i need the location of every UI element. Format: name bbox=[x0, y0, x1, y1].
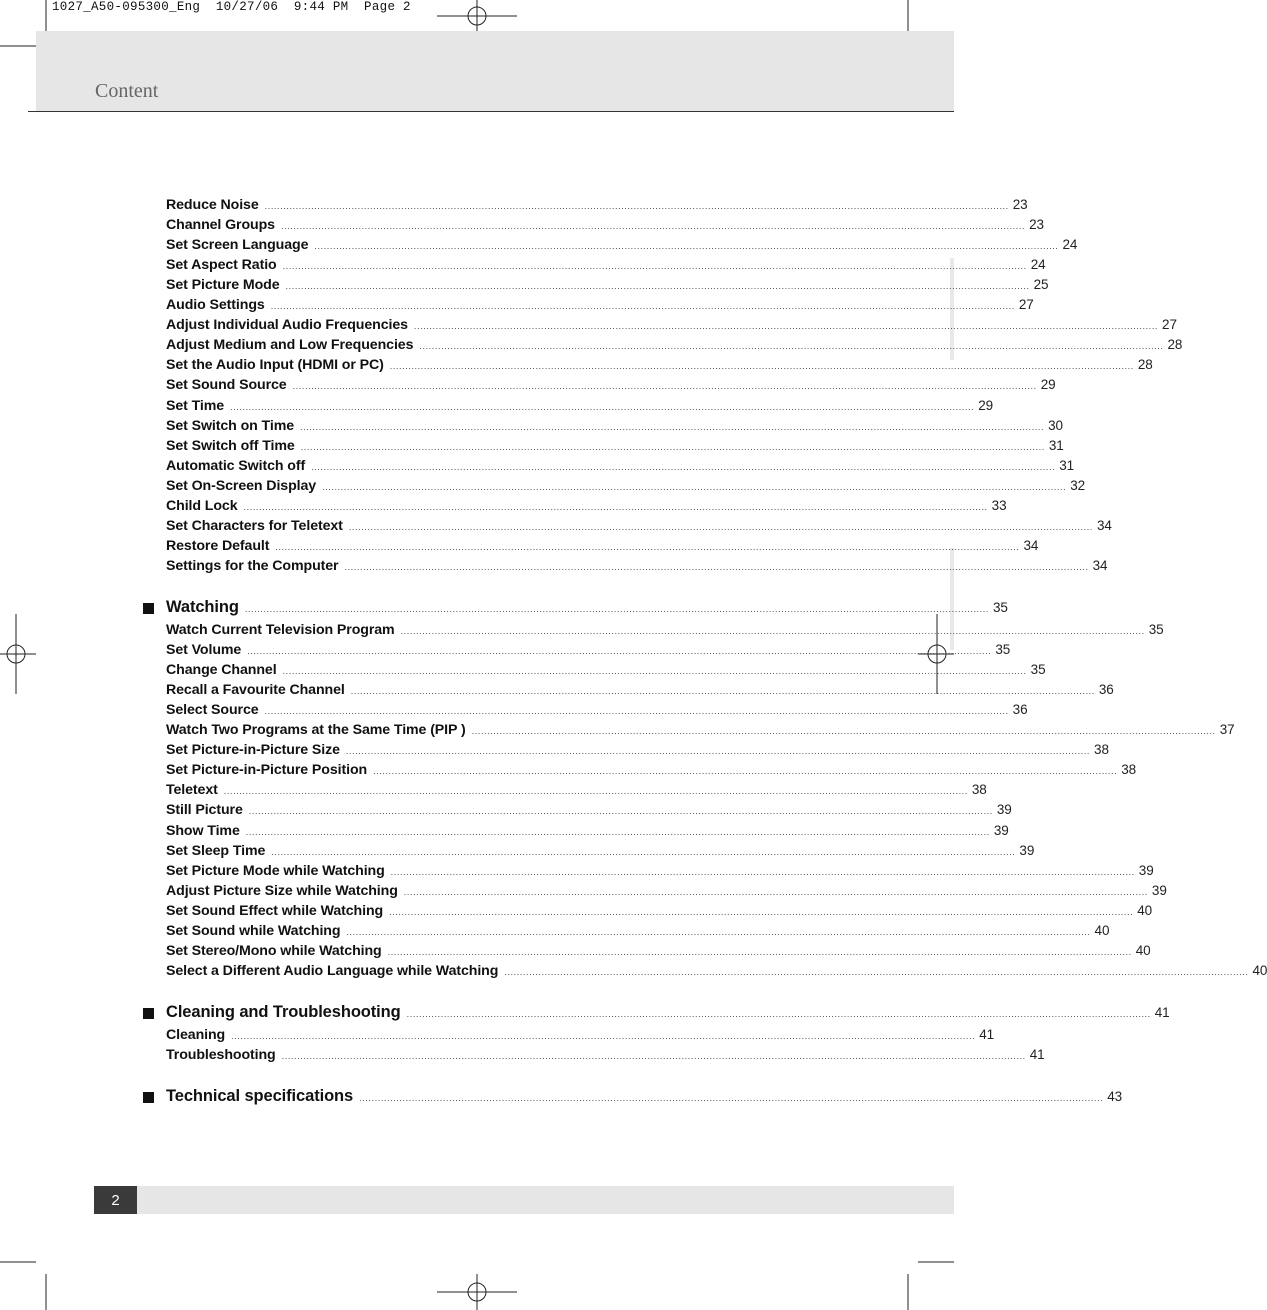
toc-entry[interactable] bbox=[166, 742, 1109, 762]
toc-page-number: 39 bbox=[1138, 862, 1154, 878]
toc-page-number: 29 bbox=[978, 397, 994, 413]
toc-entry[interactable] bbox=[166, 377, 1056, 397]
toc-entry[interactable] bbox=[166, 1047, 1045, 1067]
dot-leader: ................................................................................................................................................................................................................................................ bbox=[280, 221, 1026, 232]
toc-page-number: 34 bbox=[1023, 537, 1039, 553]
toc-section[interactable] bbox=[166, 1087, 1123, 1107]
toc-entry[interactable] bbox=[166, 197, 1028, 217]
toc-page-number: 35 bbox=[1148, 622, 1164, 637]
toc-entry[interactable] bbox=[166, 722, 1235, 742]
toc-entry-title: Set the Audio Input (HDMI or PC) bbox=[166, 357, 384, 374]
toc-page-number: 23 bbox=[1029, 217, 1044, 233]
toc-page-number: 35 bbox=[995, 642, 1011, 658]
toc-entry-title: Adjust Individual Audio Frequencies bbox=[166, 317, 408, 334]
toc-entry-title: Adjust Picture Size while Watching bbox=[166, 882, 398, 899]
toc-entry[interactable] bbox=[166, 942, 1151, 963]
toc-entry-title: Still Picture bbox=[166, 802, 243, 819]
dot-leader: ................................................................................................................................................................................................................................................ bbox=[359, 1093, 1104, 1104]
toc-page-number: 33 bbox=[991, 497, 1007, 513]
dot-leader: ................................................................................................................................................................................................................................................ bbox=[344, 561, 1089, 572]
toc-page-number: 34 bbox=[1092, 557, 1108, 573]
registration-mark-left bbox=[0, 614, 36, 694]
toc-entry-title: Set Sleep Time bbox=[166, 842, 266, 859]
toc-entry[interactable] bbox=[166, 902, 1153, 923]
dot-leader: ................................................................................................................................................................................................................................................ bbox=[231, 1030, 976, 1041]
toc-entry[interactable] bbox=[166, 682, 1114, 702]
dot-leader: ................................................................................................................................................................................................................................................ bbox=[348, 521, 1093, 532]
toc-entry[interactable] bbox=[166, 922, 1110, 943]
dot-leader: ................................................................................................................................................................................................................................................ bbox=[373, 766, 1118, 777]
registration-mark-bottom bbox=[437, 1274, 517, 1310]
toc-entry[interactable] bbox=[166, 702, 1028, 722]
toc-entry[interactable] bbox=[166, 397, 994, 418]
toc-page-number: 30 bbox=[1048, 417, 1063, 433]
dot-leader: ................................................................................................................................................................................................................................................ bbox=[247, 646, 992, 657]
toc-page-number: 37 bbox=[1219, 722, 1235, 738]
toc-entry[interactable] bbox=[166, 842, 1035, 863]
toc-entry[interactable] bbox=[166, 517, 1112, 538]
toc-entry[interactable] bbox=[166, 882, 1167, 903]
toc-entry-title: Automatic Switch off bbox=[166, 457, 306, 474]
toc-entry[interactable] bbox=[166, 862, 1154, 883]
dot-leader: ................................................................................................................................................................................................................................................ bbox=[345, 746, 1091, 757]
toc-page-number: 39 bbox=[1151, 882, 1167, 898]
toc-page-number: 41 bbox=[1154, 1004, 1170, 1020]
toc-entry[interactable] bbox=[166, 257, 1046, 277]
toc-entry[interactable] bbox=[166, 277, 1049, 297]
dot-leader: ................................................................................................................................................................................................................................................ bbox=[419, 341, 1164, 352]
toc-page-number: 35 bbox=[1030, 662, 1046, 678]
toc-page-number: 32 bbox=[1070, 477, 1086, 493]
toc-entry-title: Teletext bbox=[166, 782, 218, 799]
toc-entry-title: Set Stereo/Mono while Watching bbox=[166, 942, 382, 959]
toc-entry[interactable] bbox=[166, 297, 1034, 317]
toc-page-number: 34 bbox=[1096, 517, 1112, 533]
toc-entry-title: Set Aspect Ratio bbox=[166, 257, 277, 274]
dot-leader: ................................................................................................................................................................................................................................................ bbox=[390, 866, 1135, 877]
toc-entry[interactable] bbox=[166, 1026, 995, 1047]
toc-entry[interactable] bbox=[166, 782, 987, 802]
header-band bbox=[36, 31, 954, 111]
toc-page-number: 38 bbox=[1094, 742, 1109, 758]
toc-entry[interactable] bbox=[166, 497, 1007, 518]
toc-page-number: 23 bbox=[1012, 197, 1028, 212]
dot-leader: ................................................................................................................................................................................................................................................ bbox=[270, 301, 1015, 312]
toc-entry-title: Set Picture Mode while Watching bbox=[166, 862, 385, 879]
dot-leader: ................................................................................................................................................................................................................................................ bbox=[244, 603, 989, 614]
dot-leader: ................................................................................................................................................................................................................................................ bbox=[245, 826, 990, 837]
toc-entry[interactable] bbox=[166, 337, 1183, 357]
toc-page-number: 43 bbox=[1107, 1089, 1123, 1105]
dot-leader: ................................................................................................................................................................................................................................................ bbox=[300, 441, 1045, 452]
dot-leader: ................................................................................................................................................................................................................................................ bbox=[314, 241, 1059, 252]
toc-entry[interactable] bbox=[166, 317, 1177, 337]
toc-entry-title: Recall a Favourite Channel bbox=[166, 682, 345, 699]
toc-entry[interactable] bbox=[166, 662, 1046, 682]
toc-entry[interactable] bbox=[166, 622, 1164, 642]
toc-entry-title: Watch Two Programs at the Same Time (PIP ) bbox=[166, 722, 466, 739]
toc-page-number: 41 bbox=[1029, 1047, 1045, 1062]
toc-page-number: 39 bbox=[996, 802, 1012, 818]
footer-band bbox=[94, 1186, 954, 1214]
toc-entry[interactable] bbox=[166, 762, 1137, 782]
toc-page-number: 36 bbox=[1098, 682, 1114, 698]
dot-leader: ................................................................................................................................................................................................................................................ bbox=[292, 381, 1037, 392]
toc-entry-title: Set Sound Effect while Watching bbox=[166, 902, 384, 919]
toc-entry[interactable] bbox=[166, 822, 1009, 843]
toc-page-number: 27 bbox=[1162, 317, 1177, 333]
print-slug: 1027_A50-095300_Eng 10/27/06 9:44 PM Page 2 bbox=[52, 0, 411, 14]
section-bullet-icon bbox=[143, 603, 154, 614]
toc-page-number: 40 bbox=[1094, 922, 1110, 938]
toc-entry[interactable] bbox=[166, 962, 1267, 983]
dot-leader: ................................................................................................................................................................................................................................................ bbox=[264, 201, 1009, 211]
page-title: Content bbox=[95, 80, 159, 102]
dot-leader: ................................................................................................................................................................................................................................................ bbox=[400, 626, 1145, 636]
toc-entry[interactable] bbox=[166, 237, 1078, 257]
dot-leader: ................................................................................................................................................................................................................................................ bbox=[285, 281, 1030, 292]
dot-leader: ................................................................................................................................................................................................................................................ bbox=[223, 786, 968, 797]
toc-page-number: 38 bbox=[971, 782, 987, 798]
dot-leader: ................................................................................................................................................................................................................................................ bbox=[281, 1051, 1026, 1061]
dot-leader: ................................................................................................................................................................................................................................................ bbox=[413, 321, 1159, 332]
toc-page-number: 35 bbox=[992, 599, 1008, 615]
toc-entry[interactable] bbox=[166, 537, 1039, 558]
dot-leader: ................................................................................................................................................................................................................................................ bbox=[264, 706, 1009, 717]
dot-leader: ................................................................................................................................................................................................................................................ bbox=[248, 806, 993, 817]
toc-entry[interactable] bbox=[166, 557, 1108, 578]
toc-entry-title: Set On-Screen Display bbox=[166, 477, 317, 494]
dot-leader: ................................................................................................................................................................................................................................................ bbox=[389, 361, 1134, 372]
toc-entry-title: Channel Groups bbox=[166, 217, 275, 234]
dot-leader: ................................................................................................................................................................................................................................................ bbox=[243, 501, 988, 512]
toc-page-number: 27 bbox=[1018, 297, 1034, 313]
toc-entry-title: Settings for the Computer bbox=[166, 557, 339, 574]
dot-leader: ................................................................................................................................................................................................................................................ bbox=[350, 686, 1095, 697]
toc-page-number: 28 bbox=[1167, 337, 1183, 353]
toc-section-title: Watching bbox=[166, 597, 239, 616]
toc-page-number: 40 bbox=[1252, 962, 1267, 978]
toc-entry[interactable] bbox=[166, 802, 1012, 822]
section-bullet-icon bbox=[143, 1008, 154, 1019]
dot-leader: ................................................................................................................................................................................................................................................ bbox=[387, 946, 1132, 957]
dot-leader: ................................................................................................................................................................................................................................................ bbox=[406, 1008, 1151, 1019]
toc-section[interactable] bbox=[166, 1002, 1170, 1023]
dot-leader: ................................................................................................................................................................................................................................................ bbox=[275, 541, 1020, 552]
dot-leader: ................................................................................................................................................................................................................................................ bbox=[389, 906, 1134, 917]
toc-entry-title: Restore Default bbox=[166, 537, 270, 554]
header-rule bbox=[28, 111, 954, 112]
page-number: 2 bbox=[94, 1186, 137, 1214]
toc-page-number: 25 bbox=[1033, 277, 1049, 293]
toc-entry-title: Set Picture Mode bbox=[166, 277, 280, 294]
toc-entry-title: Adjust Medium and Low Frequencies bbox=[166, 337, 414, 354]
toc-entry-title: Cleaning bbox=[166, 1026, 226, 1043]
dot-leader: ................................................................................................................................................................................................................................................ bbox=[346, 926, 1091, 937]
toc-entry-title: Audio Settings bbox=[166, 297, 265, 314]
dot-leader: ................................................................................................................................................................................................................................................ bbox=[471, 726, 1216, 737]
toc-page-number: 24 bbox=[1030, 257, 1046, 273]
section-bullet-icon bbox=[143, 1092, 154, 1103]
toc-entry-title: Show Time bbox=[166, 822, 240, 839]
toc-page-number: 38 bbox=[1121, 762, 1137, 778]
toc-page-number: 24 bbox=[1062, 237, 1078, 253]
toc-page-number: 40 bbox=[1137, 902, 1153, 918]
toc-entry-title: Set Picture-in-Picture Position bbox=[166, 762, 368, 779]
dot-leader: ................................................................................................................................................................................................................................................ bbox=[322, 481, 1067, 492]
toc-entry-title: Set Volume bbox=[166, 642, 242, 659]
toc-entry[interactable] bbox=[166, 457, 1075, 478]
toc-section-title: Cleaning and Troubleshooting bbox=[166, 1002, 401, 1021]
toc-entry-title: Set Time bbox=[166, 397, 225, 414]
toc-entry-title: Set Screen Language bbox=[166, 237, 309, 254]
toc-entry-title: Set Picture-in-Picture Size bbox=[166, 742, 340, 759]
toc-entry-title: Set Switch off Time bbox=[166, 437, 295, 454]
toc-entry-title: Watch Current Television Program bbox=[166, 622, 395, 638]
toc-page-number: 41 bbox=[979, 1026, 995, 1042]
toc-entry-title: Set Sound while Watching bbox=[166, 922, 341, 939]
toc-entry-title: Select Source bbox=[166, 702, 259, 719]
toc-page-number: 31 bbox=[1048, 437, 1064, 453]
toc-page-number: 40 bbox=[1135, 942, 1151, 958]
dot-leader: ................................................................................................................................................................................................................................................ bbox=[230, 401, 975, 412]
toc-entry[interactable] bbox=[166, 437, 1064, 458]
dot-leader: ................................................................................................................................................................................................................................................ bbox=[311, 461, 1056, 472]
toc-page-number: 39 bbox=[993, 822, 1009, 838]
toc-entry-title: Set Characters for Teletext bbox=[166, 517, 343, 534]
toc-page-number: 39 bbox=[1019, 842, 1035, 858]
toc-section[interactable] bbox=[166, 597, 1008, 618]
toc-page-number: 31 bbox=[1059, 457, 1075, 473]
toc-entry-title: Child Lock bbox=[166, 497, 238, 514]
toc-entry-title: Set Sound Source bbox=[166, 377, 287, 394]
toc-entry-title: Select a Different Audio Language while Watching bbox=[166, 962, 499, 979]
toc-entry-title: Change Channel bbox=[166, 662, 277, 679]
toc-entry-title: Troubleshooting bbox=[166, 1047, 276, 1063]
dot-leader: ................................................................................................................................................................................................................................................ bbox=[282, 261, 1027, 272]
dot-leader: ................................................................................................................................................................................................................................................ bbox=[504, 966, 1249, 977]
dot-leader: ................................................................................................................................................................................................................................................ bbox=[300, 421, 1045, 432]
toc-page-number: 36 bbox=[1012, 702, 1028, 718]
toc-entry[interactable] bbox=[166, 357, 1153, 377]
toc-page-number: 29 bbox=[1040, 377, 1056, 393]
toc-entry[interactable] bbox=[166, 642, 1011, 662]
dot-leader: ................................................................................................................................................................................................................................................ bbox=[403, 886, 1148, 897]
toc-entry-title: Reduce Noise bbox=[166, 197, 259, 213]
toc-section-title: Technical specifications bbox=[166, 1087, 354, 1106]
toc-page-number: 28 bbox=[1137, 357, 1153, 373]
dot-leader: ................................................................................................................................................................................................................................................ bbox=[282, 666, 1027, 677]
toc-entry[interactable] bbox=[166, 477, 1086, 498]
toc-entry[interactable] bbox=[166, 417, 1063, 438]
toc-entry[interactable] bbox=[166, 217, 1044, 237]
dot-leader: ................................................................................................................................................................................................................................................ bbox=[271, 846, 1016, 857]
toc-entry-title: Set Switch on Time bbox=[166, 417, 295, 434]
